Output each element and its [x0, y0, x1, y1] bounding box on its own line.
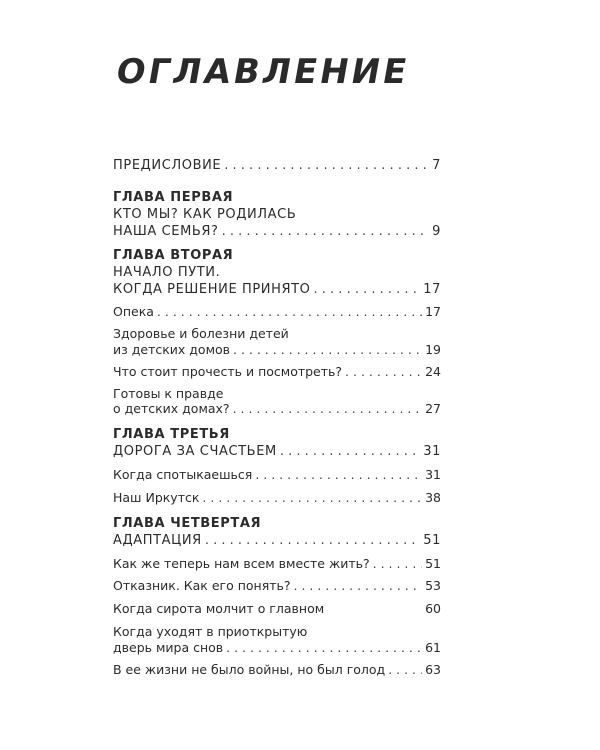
- toc-page-number: 61: [425, 640, 441, 655]
- toc-page-number: 31: [423, 444, 441, 459]
- chapter-heading: ГЛАВА ПЕРВАЯ: [113, 190, 234, 205]
- leader-dots: [226, 640, 422, 656]
- toc-entry[interactable]: [113, 640, 441, 656]
- toc-page-number: 51: [423, 533, 441, 548]
- toc-entry-text: Что стоит прочесть и посмотреть?: [113, 364, 343, 379]
- toc-page-number: 60: [425, 601, 441, 616]
- toc-entry-text: ПРЕДИСЛОВИЕ: [113, 158, 222, 173]
- toc-entry-chapter-title[interactable]: [113, 282, 441, 298]
- toc-entry-text: АДАПТАЦИЯ: [113, 533, 202, 548]
- toc-entry-text: НАША СЕМЬЯ?: [113, 224, 219, 239]
- toc-entry-text: ДОРОГА ЗА СЧАСТЬЕМ: [113, 444, 277, 459]
- toc-entry-text: дверь мира снов: [113, 640, 224, 655]
- leader-dots: [388, 662, 422, 678]
- toc-entry[interactable]: [113, 601, 441, 617]
- toc-page-number: 31: [425, 467, 441, 482]
- toc-entry-text: Как же теперь нам всем вместе жить?: [113, 556, 370, 571]
- toc-entry[interactable]: [113, 490, 441, 506]
- toc-entry-preface[interactable]: [113, 158, 441, 174]
- toc-entry-text: Отказник. Как его понять?: [113, 578, 291, 593]
- chapter-title-line: НАЧАЛО ПУТИ.: [113, 265, 221, 280]
- toc-entry-chapter-title[interactable]: [113, 224, 441, 240]
- toc-page-number: 7: [432, 158, 441, 173]
- toc-entry-text: КОГДА РЕШЕНИЕ ПРИНЯТО: [113, 282, 311, 297]
- toc-entry-line: Здоровье и болезни детей: [113, 326, 289, 341]
- leader-dots: [222, 224, 430, 240]
- toc-entry-text: из детских домов: [113, 342, 231, 357]
- leader-dots: [373, 556, 422, 572]
- leader-dots: [294, 578, 423, 594]
- toc-entry[interactable]: [113, 401, 441, 417]
- toc-entry-text: В ее жизни не было войны, но был голод: [113, 662, 386, 677]
- toc-page-number: 63: [425, 662, 441, 677]
- leader-dots: [157, 304, 422, 320]
- leader-dots: [345, 364, 422, 380]
- toc-entry[interactable]: [113, 662, 441, 678]
- toc-page-number: 9: [432, 224, 441, 239]
- leader-dots: [233, 342, 422, 358]
- toc-entry[interactable]: [113, 467, 441, 483]
- toc-entry-text: Наш Иркутск: [113, 490, 200, 505]
- leader-dots: [255, 467, 422, 483]
- toc-entry-text: Когда сирота молчит о главном: [113, 601, 325, 616]
- toc-page-number: 19: [425, 342, 441, 357]
- leader-dots: [314, 282, 421, 298]
- leader-dots: [205, 533, 420, 549]
- toc-page-number: 53: [425, 578, 441, 593]
- toc-page-number: 24: [425, 364, 441, 379]
- toc-page-number: 17: [425, 304, 441, 319]
- toc-entry-text: о детских домах?: [113, 401, 230, 416]
- toc-page-number: 51: [425, 556, 441, 571]
- leader-dots: [224, 158, 429, 174]
- toc-entry[interactable]: [113, 556, 441, 572]
- chapter-heading: ГЛАВА ВТОРАЯ: [113, 248, 234, 263]
- toc-entry-text: Когда спотыкаешься: [113, 467, 253, 482]
- leader-dots: [233, 401, 423, 417]
- chapter-heading: ГЛАВА ЧЕТВЕРТАЯ: [113, 516, 262, 531]
- chapter-heading: ГЛАВА ТРЕТЬЯ: [113, 427, 230, 442]
- toc-entry[interactable]: [113, 364, 441, 380]
- page-title: ОГЛАВЛЕНИЕ: [113, 52, 413, 92]
- toc-entry[interactable]: [113, 578, 441, 594]
- toc-page-number: 17: [423, 282, 441, 297]
- toc-page-number: 38: [425, 490, 441, 505]
- toc-entry-chapter-title[interactable]: [113, 444, 441, 460]
- toc-page-number: 27: [425, 401, 441, 416]
- chapter-title-line: КТО МЫ? КАК РОДИЛАСЬ: [113, 207, 297, 222]
- leader-dots: [202, 490, 422, 506]
- toc-entry-chapter-title[interactable]: [113, 533, 441, 549]
- toc-entry[interactable]: [113, 304, 441, 320]
- toc-entry[interactable]: [113, 342, 441, 358]
- toc-entry-text: Опека: [113, 304, 154, 319]
- toc-entry-line: Готовы к правде: [113, 386, 224, 401]
- toc-entry-line: Когда уходят в приоткрытую: [113, 624, 308, 639]
- leader-dots: [280, 444, 420, 460]
